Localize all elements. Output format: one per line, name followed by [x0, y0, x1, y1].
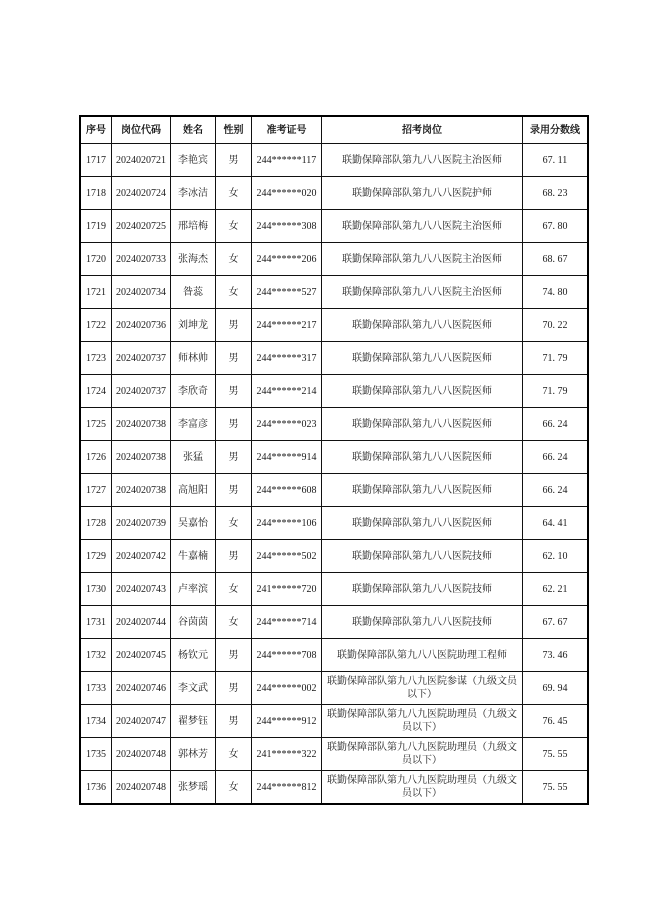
cell-score: 73. 46: [523, 639, 589, 672]
cell-gender: 男: [216, 705, 252, 738]
cell-score: 66. 24: [523, 408, 589, 441]
cell-position: 联勤保障部队第九八八医院技师: [322, 606, 523, 639]
cell-position: 联勤保障部队第九八八医院护师: [322, 177, 523, 210]
cell-seq: 1728: [80, 507, 112, 540]
cell-position: 联勤保障部队第九八八医院主治医师: [322, 144, 523, 177]
cell-position: 联勤保障部队第九八八医院医师: [322, 309, 523, 342]
cell-name: 张梦瑶: [171, 771, 216, 805]
table-row: [80, 705, 588, 738]
cell-seq: 1723: [80, 342, 112, 375]
cell-position: 联勤保障部队第九八八医院助理工程师: [322, 639, 523, 672]
cell-score: 62. 10: [523, 540, 589, 573]
cell-code: 2024020742: [112, 540, 171, 573]
cell-score: 67. 67: [523, 606, 589, 639]
table-body: [80, 144, 588, 805]
cell-ticket: 244******912: [252, 705, 322, 738]
table-row: [80, 342, 588, 375]
cell-name: 卢率滨: [171, 573, 216, 606]
cell-name: 高旭阳: [171, 474, 216, 507]
cell-ticket: 244******608: [252, 474, 322, 507]
table-row: [80, 243, 588, 276]
cell-seq: 1725: [80, 408, 112, 441]
cell-name: 刘坤龙: [171, 309, 216, 342]
table-row: [80, 507, 588, 540]
cell-name: 邢培梅: [171, 210, 216, 243]
cell-ticket: 244******106: [252, 507, 322, 540]
cell-ticket: 244******308: [252, 210, 322, 243]
cell-gender: 女: [216, 276, 252, 309]
cell-name: 昝蕊: [171, 276, 216, 309]
cell-name: 张猛: [171, 441, 216, 474]
cell-score: 75. 55: [523, 771, 589, 805]
cell-name: 李艳宾: [171, 144, 216, 177]
cell-position: 联勤保障部队第九八八医院医师: [322, 342, 523, 375]
cell-seq: 1727: [80, 474, 112, 507]
cell-gender: 男: [216, 309, 252, 342]
cell-code: 2024020737: [112, 342, 171, 375]
cell-gender: 男: [216, 408, 252, 441]
cell-ticket: 244******708: [252, 639, 322, 672]
cell-position: 联勤保障部队第九八八医院医师: [322, 375, 523, 408]
cell-code: 2024020745: [112, 639, 171, 672]
cell-seq: 1729: [80, 540, 112, 573]
cell-gender: 男: [216, 441, 252, 474]
table-row: [80, 540, 588, 573]
cell-ticket: 244******117: [252, 144, 322, 177]
table-row: [80, 177, 588, 210]
cell-score: 70. 22: [523, 309, 589, 342]
cell-gender: 男: [216, 342, 252, 375]
cell-seq: 1726: [80, 441, 112, 474]
cell-ticket: 244******020: [252, 177, 322, 210]
cell-ticket: 244******217: [252, 309, 322, 342]
cell-code: 2024020748: [112, 738, 171, 771]
table-row: [80, 738, 588, 771]
cell-position: 联勤保障部队第九八八医院主治医师: [322, 210, 523, 243]
cell-position: 联勤保障部队第九八八医院医师: [322, 441, 523, 474]
column-header-name: 姓名: [171, 116, 216, 144]
cell-name: 张海杰: [171, 243, 216, 276]
cell-score: 71. 79: [523, 375, 589, 408]
cell-score: 67. 80: [523, 210, 589, 243]
cell-seq: 1719: [80, 210, 112, 243]
cell-name: 翟梦钰: [171, 705, 216, 738]
cell-name: 李冰洁: [171, 177, 216, 210]
cell-code: 2024020738: [112, 441, 171, 474]
cell-ticket: 244******914: [252, 441, 322, 474]
table-row: [80, 375, 588, 408]
cell-name: 吴嘉怡: [171, 507, 216, 540]
cell-code: 2024020746: [112, 672, 171, 705]
cell-gender: 女: [216, 210, 252, 243]
table-row: [80, 144, 588, 177]
cell-seq: 1732: [80, 639, 112, 672]
cell-position: 联勤保障部队第九八八医院医师: [322, 408, 523, 441]
cell-code: 2024020738: [112, 474, 171, 507]
cell-ticket: 244******214: [252, 375, 322, 408]
cell-ticket: 241******322: [252, 738, 322, 771]
cell-score: 66. 24: [523, 441, 589, 474]
cell-position: 联勤保障部队第九八八医院主治医师: [322, 276, 523, 309]
cell-score: 71. 79: [523, 342, 589, 375]
column-header-code: 岗位代码: [112, 116, 171, 144]
table-row: [80, 276, 588, 309]
cell-gender: 女: [216, 606, 252, 639]
cell-gender: 男: [216, 540, 252, 573]
cell-score: 68. 67: [523, 243, 589, 276]
cell-position: 联勤保障部队第九八九医院助理员（九级文员以下）: [322, 738, 523, 771]
cell-gender: 男: [216, 474, 252, 507]
cell-gender: 男: [216, 672, 252, 705]
cell-code: 2024020738: [112, 408, 171, 441]
cell-code: 2024020739: [112, 507, 171, 540]
cell-gender: 女: [216, 771, 252, 805]
cell-seq: 1731: [80, 606, 112, 639]
table-row: [80, 210, 588, 243]
table-row: [80, 771, 588, 805]
cell-gender: 女: [216, 177, 252, 210]
cell-seq: 1718: [80, 177, 112, 210]
cell-name: 李欣奇: [171, 375, 216, 408]
cell-score: 64. 41: [523, 507, 589, 540]
cell-gender: 女: [216, 573, 252, 606]
cell-ticket: 244******812: [252, 771, 322, 805]
table-row: [80, 573, 588, 606]
cell-position: 联勤保障部队第九八八医院医师: [322, 474, 523, 507]
cell-gender: 男: [216, 375, 252, 408]
cell-name: 谷茵茵: [171, 606, 216, 639]
cell-position: 联勤保障部队第九八八医院医师: [322, 507, 523, 540]
cell-code: 2024020734: [112, 276, 171, 309]
cell-ticket: 241******720: [252, 573, 322, 606]
header-row: [80, 116, 588, 144]
cell-score: 66. 24: [523, 474, 589, 507]
cell-gender: 男: [216, 639, 252, 672]
recruitment-score-table: [79, 115, 589, 805]
cell-ticket: 244******714: [252, 606, 322, 639]
cell-position: 联勤保障部队第九八八医院技师: [322, 540, 523, 573]
table-row: [80, 309, 588, 342]
cell-seq: 1736: [80, 771, 112, 805]
cell-gender: 男: [216, 144, 252, 177]
cell-score: 69. 94: [523, 672, 589, 705]
cell-score: 75. 55: [523, 738, 589, 771]
cell-ticket: 244******502: [252, 540, 322, 573]
cell-score: 67. 11: [523, 144, 589, 177]
cell-code: 2024020721: [112, 144, 171, 177]
cell-code: 2024020743: [112, 573, 171, 606]
cell-position: 联勤保障部队第九八九医院助理员（九级文员以下）: [322, 705, 523, 738]
table-row: [80, 639, 588, 672]
cell-gender: 女: [216, 738, 252, 771]
cell-seq: 1735: [80, 738, 112, 771]
cell-seq: 1730: [80, 573, 112, 606]
cell-name: 牛嘉楠: [171, 540, 216, 573]
cell-seq: 1720: [80, 243, 112, 276]
column-header-position: 招考岗位: [322, 116, 523, 144]
cell-code: 2024020725: [112, 210, 171, 243]
cell-name: 李富彦: [171, 408, 216, 441]
table-row: [80, 672, 588, 705]
cell-ticket: 244******206: [252, 243, 322, 276]
table-row: [80, 441, 588, 474]
cell-score: 68. 23: [523, 177, 589, 210]
column-header-gender: 性别: [216, 116, 252, 144]
cell-ticket: 244******317: [252, 342, 322, 375]
cell-code: 2024020748: [112, 771, 171, 805]
cell-ticket: 244******002: [252, 672, 322, 705]
cell-gender: 女: [216, 243, 252, 276]
table-row: [80, 606, 588, 639]
cell-code: 2024020736: [112, 309, 171, 342]
cell-name: 杨钦元: [171, 639, 216, 672]
cell-code: 2024020744: [112, 606, 171, 639]
cell-score: 62. 21: [523, 573, 589, 606]
cell-seq: 1733: [80, 672, 112, 705]
cell-score: 74. 80: [523, 276, 589, 309]
cell-seq: 1722: [80, 309, 112, 342]
cell-code: 2024020724: [112, 177, 171, 210]
cell-score: 76. 45: [523, 705, 589, 738]
cell-position: 联勤保障部队第九八九医院助理员（九级文员以下）: [322, 771, 523, 805]
table-row: [80, 474, 588, 507]
column-header-score: 录用分数线: [523, 116, 589, 144]
cell-seq: 1717: [80, 144, 112, 177]
cell-code: 2024020737: [112, 375, 171, 408]
cell-gender: 女: [216, 507, 252, 540]
cell-name: 师林帅: [171, 342, 216, 375]
cell-code: 2024020747: [112, 705, 171, 738]
cell-seq: 1721: [80, 276, 112, 309]
cell-ticket: 244******023: [252, 408, 322, 441]
table-row: [80, 408, 588, 441]
cell-name: 郭林芳: [171, 738, 216, 771]
cell-seq: 1734: [80, 705, 112, 738]
cell-position: 联勤保障部队第九八九医院参谋（九级文员以下）: [322, 672, 523, 705]
cell-name: 李文武: [171, 672, 216, 705]
cell-code: 2024020733: [112, 243, 171, 276]
cell-position: 联勤保障部队第九八八医院主治医师: [322, 243, 523, 276]
cell-ticket: 244******527: [252, 276, 322, 309]
column-header-ticket: 准考证号: [252, 116, 322, 144]
cell-position: 联勤保障部队第九八八医院技师: [322, 573, 523, 606]
column-header-seq: 序号: [80, 116, 112, 144]
table-header: [80, 116, 588, 144]
cell-seq: 1724: [80, 375, 112, 408]
